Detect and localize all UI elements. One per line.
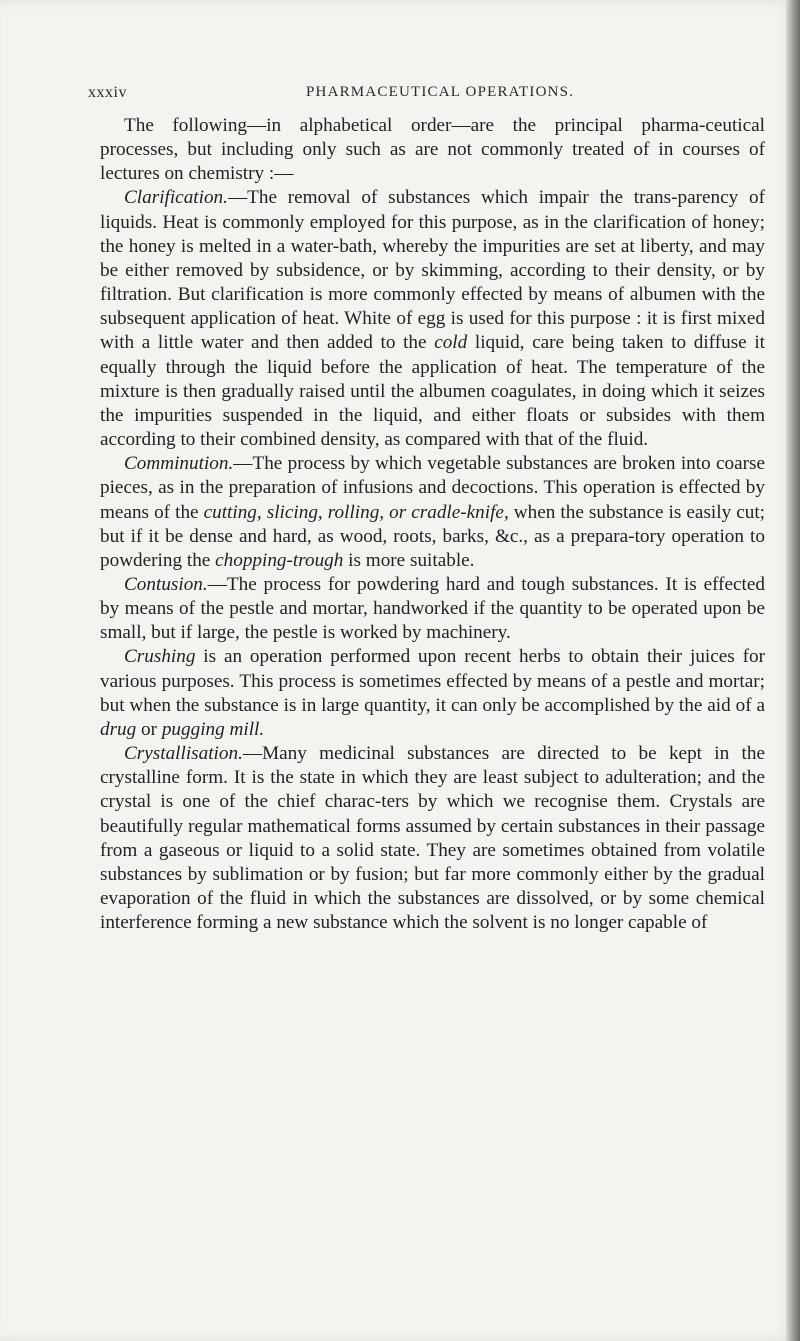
paragraph-contusion (100, 573, 765, 645)
crushing-italic-mill: pugging mill. (161, 718, 265, 740)
page-header (88, 84, 758, 108)
term-crushing: Crushing (124, 646, 196, 668)
clarification-text-1: —The removal of substances which impair the trans-parency of liquids. Heat is commonly employed for this purpose, as in the clarification of honey; the honey is melted in a water-bath, whereby the impurities are set at liberty, and may be either removed by subsidence, or by skimming, according to their density, or by filtration. But clarification is more commonly effected by means of albumen with the subsequent application of heat. White of egg is used for this purpose : it is first mixed with a little water and then added to the (100, 187, 765, 354)
comminution-text-2: when the substance is easily cut; but if it be dense and hard, as wood, roots, barks, &c., as a prepara-tory operation to powdering the (100, 501, 765, 571)
term-comminution: Comminution. (124, 453, 234, 475)
clarification-italic-cold: cold (434, 332, 468, 354)
comminution-italic-trough: chopping-trough (215, 549, 344, 571)
crystallisation-text: —Many medicinal substances are directed to be kept in the crystalline form. It is the state in which they are least subject to adulteration; and the crystal is one of the chief charac-ters by which we recognise them. Crystals are beautifully regular mathematical forms assumed by certain substances in their passage from a gaseous or liquid to a solid state. They are sometimes obtained from volatile substances by sublimation or by fusion; but far more commonly either by the gradual evaporation of the fluid in which the substances are dissolved, or by some chemical interference forming a new substance which the solvent is no longer capable of (100, 743, 765, 934)
crushing-text-2: or (136, 718, 162, 740)
body-text (100, 114, 765, 935)
paragraph-comminution (100, 452, 765, 573)
page-number: xxxiv (88, 84, 127, 101)
comminution-italic-tools: cutting, slicing, rolling, or cradle-knife, (203, 501, 509, 523)
paragraph-clarification (100, 186, 765, 452)
intro-text: The following—in alphabetical order—are the principal pharma-ceutical processes, but including only such as are not commonly treated of in courses of lectures on chemistry :— (100, 115, 765, 185)
term-clarification: Clarification. (124, 187, 228, 209)
term-contusion: Contusion. (124, 573, 208, 595)
page-edge-shadow (786, 0, 800, 1341)
intro-paragraph (100, 114, 765, 186)
comminution-text-1: —The process by which vegetable substances are broken into coarse pieces, as in the preparation of infusions and decoctions. This operation is effected by means of the (100, 453, 765, 523)
running-head: PHARMACEUTICAL OPERATIONS. (306, 84, 575, 100)
crushing-italic-drug: drug (100, 718, 137, 740)
paragraph-crystallisation (100, 742, 765, 935)
crushing-text-1: is an operation performed upon recent herbs to obtain their juices for various purposes. This process is sometimes effected by means of a pestle and mortar; but when the substance is in large quantity, it can only be accomplished by the aid of a (100, 646, 765, 716)
paragraph-crushing (100, 645, 765, 742)
contusion-text: —The process for powdering hard and tough substances. It is effected by means of the pestle and mortar, handworked if the quantity to be operated upon be small, but if large, the pestle is worked by machinery. (100, 573, 765, 644)
clarification-text-2: liquid, care being taken to diffuse it equally through the liquid before the application of heat. The temperature of the mixture is then gradually raised until the albumen coagulates, in doing which it seizes the impurities suspended in the liquid, and either floats or subsides with them according to their combined density, as compared with that of the fluid. (100, 332, 765, 451)
comminution-text-3: is more suitable. (343, 549, 475, 571)
term-crystallisation: Crystallisation. (124, 743, 243, 765)
